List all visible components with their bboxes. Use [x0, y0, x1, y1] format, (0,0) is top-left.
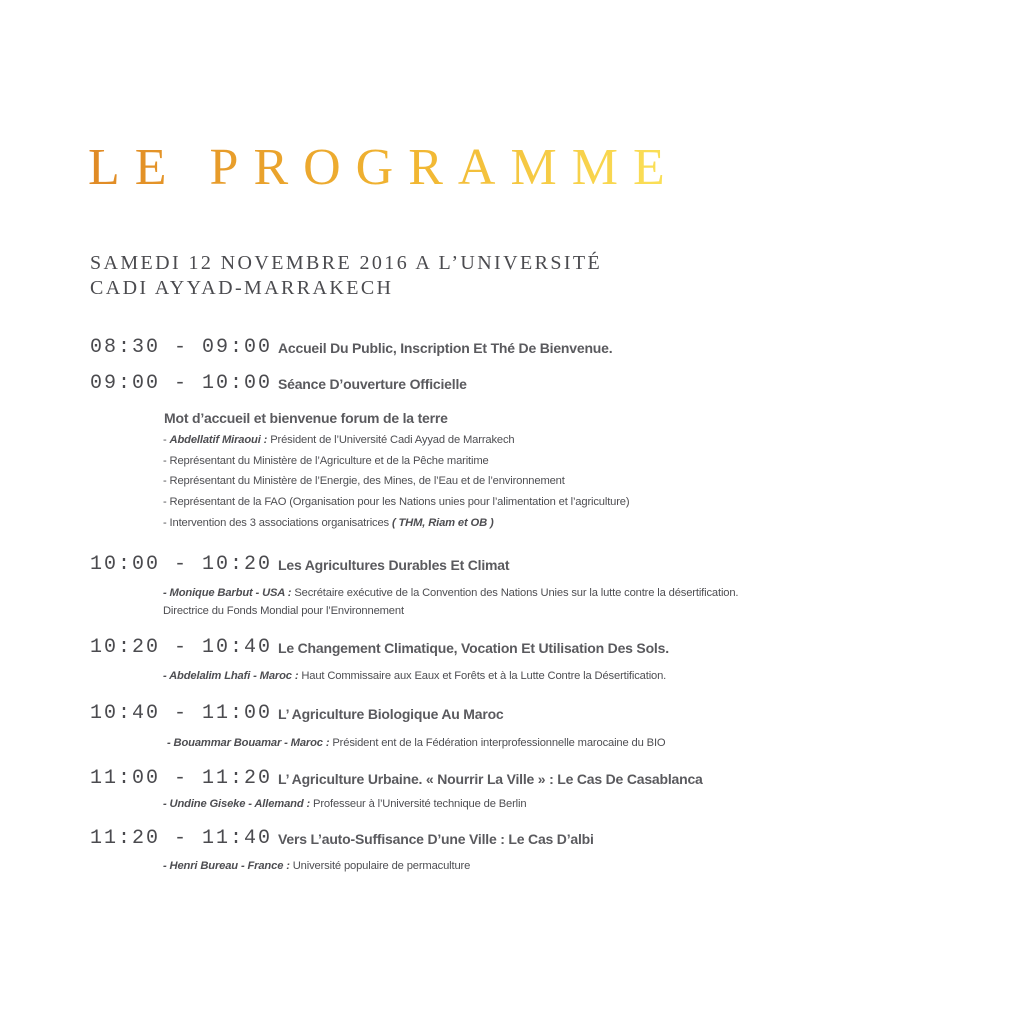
speaker-role: Président ent de la Fédération interprofessionnelle marocaine du BIO [329, 737, 666, 749]
opening-item [163, 516, 494, 530]
slot-title: Les Agricultures Durables Et Climat [278, 557, 510, 573]
opening-heading: Mot d’accueil et bienvenue forum de la terre [164, 410, 448, 426]
speaker-name: - Henri Bureau - France : [163, 860, 290, 872]
speaker-role: Université populaire de permaculture [289, 860, 471, 872]
slot-time: 10:40 - 11:00 [90, 702, 273, 725]
speaker-name: - Undine Giseke - Allemand : [163, 798, 311, 810]
speaker-line [167, 736, 665, 750]
speaker-role: Président de l’Université Cadi Ayyad de Marrakech [267, 434, 515, 446]
speaker-line [163, 669, 666, 683]
subtitle-line-venue: CADI AYYAD-MARRAKECH [90, 277, 394, 299]
opening-item [163, 474, 565, 488]
event-subtitle [90, 251, 602, 301]
slot-time: 10:20 - 10:40 [90, 636, 273, 659]
slot-time: 08:30 - 09:00 [90, 336, 273, 359]
slot-title: Le Changement Climatique, Vocation Et Utilisation Des Sols. [278, 640, 669, 656]
speaker-line [163, 586, 738, 600]
opening-item [163, 495, 629, 509]
speaker-role: Haut Commissaire aux Eaux et Forêts et à la Lutte Contre la Désertification. [298, 670, 667, 682]
slot-time: 10:00 - 10:20 [90, 553, 273, 576]
slot-title: Accueil Du Public, Inscription Et Thé De Bienvenue. [278, 340, 613, 356]
slot-time: 11:20 - 11:40 [90, 827, 273, 850]
item-text: - Représentant du Ministère de l’Agriculture et de la Pêche maritime [163, 455, 489, 467]
item-text: - Représentant de la FAO (Organisation pour les Nations unies pour l’alimentation et l’agriculture) [163, 496, 630, 508]
slot-title: Vers L’auto-Suffisance D’une Ville : Le Cas D’albi [278, 831, 594, 847]
item-organizations: ( THM, Riam et OB ) [391, 517, 494, 529]
speaker-line [163, 604, 404, 618]
slot-time: 11:00 - 11:20 [90, 767, 273, 790]
item-text: - Intervention des 3 associations organisatrices [163, 517, 392, 529]
speaker-line [163, 797, 526, 811]
opening-item [163, 454, 489, 468]
speaker-name: - Abdelalim Lhafi - Maroc : [163, 670, 299, 682]
item-prefix: - [163, 434, 170, 446]
speaker-name: - Monique Barbut - USA : [163, 587, 292, 599]
speaker-line [163, 859, 470, 873]
page-title: LE PROGRAMME [88, 139, 680, 196]
speaker-role-continued: Directrice du Fonds Mondial pour l’Environnement [163, 605, 404, 617]
subtitle-line-date: SAMEDI 12 NOVEMBRE 2016 A L’UNIVERSITÉ [90, 252, 603, 274]
speaker-name: Abdellatif Miraoui : [169, 434, 268, 446]
opening-item [163, 433, 515, 447]
slot-title: L’ Agriculture Biologique Au Maroc [278, 706, 504, 722]
speaker-name: - Bouammar Bouamar - Maroc : [167, 737, 330, 749]
slot-title: L’ Agriculture Urbaine. « Nourrir La Ville » : Le Cas De Casablanca [278, 771, 703, 787]
speaker-role: Professeur à l’Université technique de Berlin [310, 798, 527, 810]
slot-title: Séance D’ouverture Officielle [278, 376, 467, 392]
item-text: - Représentant du Ministère de l’Energie, des Mines, de l’Eau et de l’environnement [163, 475, 565, 487]
speaker-role: Secrétaire exécutive de la Convention des Nations Unies sur la lutte contre la désertification. [291, 587, 739, 599]
slot-time: 09:00 - 10:00 [90, 372, 273, 395]
